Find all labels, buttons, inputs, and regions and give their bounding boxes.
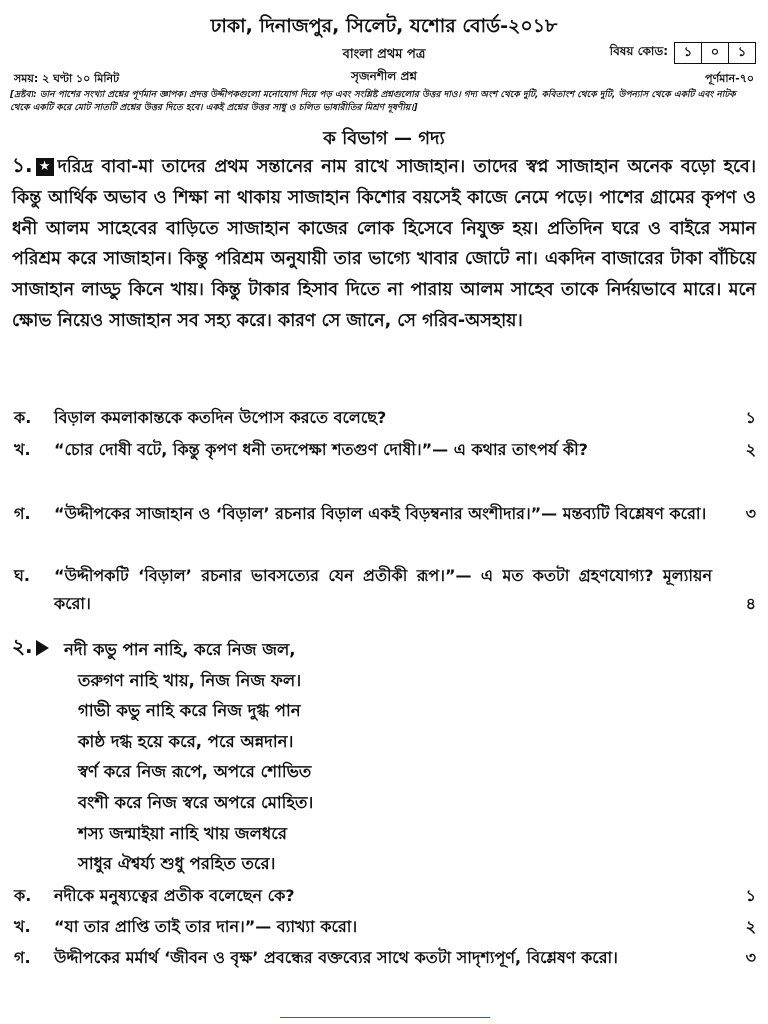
subject-code-boxes [674,42,756,64]
section-title: ক বিভাগ — গদ্য [323,128,445,149]
question-type: সৃজনশীল প্রশ্ন [351,69,417,83]
subquestion-mark: ২ [745,917,756,936]
question-2-poem [64,635,638,880]
instruction-note: [দ্রষ্টব্য: ডান পাশের সংখ্যা প্রশ্নের পূর্ণমান জ্ঞাপক। প্রদত্ত উদ্দীপকগুলো মনোযোগ দিয়ে পড় এবং সংশ্লিষ্ট প্রশ্নগুলোর উত্তর দাও। গদ্য অংশ থেকে দুটি, কবিতাংশ থেকে দুটি, উপন্যাস থেকে একটি এবং নাটক থেকে একটি করে মোট সাতটি প্রশ্নের উত্তর দিতে হবে। একই প্রশ্নের উত্তর সাধু ও চলিত ভাষারীতির মিশ্রণ দূষণীয়।] [10,90,736,113]
subject-code [610,42,756,64]
subject-code-digit: ১ [737,45,747,60]
subject-code-digit: ১ [675,43,702,63]
poem-line: শস্য জন্মাইয়া নাহি খায় জলধরে [78,823,287,843]
subject-code-label: বিষয় কোড: [609,44,668,58]
subquestion-mark: ৩ [745,504,756,523]
subquestion-text: “উদ্দীপকের সাজাহান ও ‘বিড়াল’ রচনার বিড়াল একই বিড়ম্বনার অংশীদার।”— মন্তব্যটি বিশ্লেষণ করো। [54,504,707,523]
subquestion-text: “চোর দোষী বটে, কিন্তু কৃপণ ধনী তদপেক্ষা শতগুণ দোষী।”— এ কথার তাৎপর্য কী? [54,440,588,459]
subquestion-text: নদীকে মনুষ্যত্বের প্রতীক বলেছেন কে? [54,886,295,905]
exam-time: সময়: ২ ঘণ্টা ১০ মিনিট [14,72,120,85]
subquestion-label: গ. [14,948,31,967]
subquestion-text: “যা তার প্রাপ্তি তাই তার দান।”— ব্যাখ্যা করো। [54,917,358,936]
question-1-c [14,500,756,528]
subquestion-mark: ১ [745,886,756,905]
question-2-c [14,944,756,972]
subquestion-text: বিড়াল কমলাকান্তকে কতদিন উপোস করতে বলেছে? [54,408,387,427]
poem-line: তরুগণ নাহি খায়, নিজ নিজ ফল। [78,670,302,690]
question-1-a [14,404,756,432]
subject-code-digit: ০ [702,43,729,63]
question-number: ২. [12,634,33,658]
poem-line: নদী কভু পান নাহি, করে নিজ জল, [64,640,296,659]
question-2-b [14,913,756,941]
question-2-number [12,632,53,665]
poem-line: গাভী কভু নাহি করে নিজ দুগ্ধ পান [78,701,301,721]
poem-line: বংশী করে নিজ স্বরে অপরে মোহিত। [78,792,314,812]
question-1-b [14,436,756,464]
subquestion-mark: ২ [745,440,756,459]
poem-line: স্বর্ণ করে নিজ রূপে, অপরে শোভিত [78,762,312,782]
question-1-d [14,562,756,618]
triangle-arrow-icon [36,640,49,656]
question-2-a [14,882,756,910]
subquestion-label: ঘ. [14,566,30,585]
poem-line: সাধুর ঐশ্বর্য্য শুধু পরহিত তরে। [78,854,276,874]
question-1-stimulus [12,150,756,337]
subquestion-mark: ৩ [745,948,756,967]
stimulus-text: দরিদ্র বাবা-মা তাদের প্রথম সন্তানের নাম রাখে সাজাহান। তাদের স্বপ্ন সাজাহান অনেক বড়ো হবে। কিন্তু আর্থিক অভাব ও শিক্ষা না থাকায় সাজাহান কিশোর বয়সেই কাজে নেমে পড়ে। পাশের গ্রামের কৃপণ ও ধনী আলম সাহেবের বাড়িতে সাজাহান কাজের লোক হিসেবে নিযুক্ত হয়। প্রতিদিন ঘরে ও বাইরে সমান পরিশ্রম করে সাজাহান। কিন্তু পরিশ্রম অনুযায়ী তার ভাগ্যে খাবার জোটে না। একদিন বাজারের টাকা বাঁচিয়ে সাজাহান লাড্ডু কিনে খায়। কিন্তু টাকার হিসাব দিতে না পারায় আলম সাহেব তাকে নির্দয়ভাবে মারে। মনে ক্ষোভ নিয়েও সাজাহান সব সহ্য করে। কারণ সে জানে, সে গরিব-অসহায়। [12,157,756,331]
star-icon: ★ [36,158,54,176]
subquestion-label: ক. [14,886,32,905]
bottom-rule [280,1017,490,1018]
subquestion-label: খ. [14,440,31,459]
question-number: ১. [12,153,33,177]
subquestion-text: উদ্দীপকের মর্মার্থ ‘জীবন ও বৃক্ষ’ প্রবন্ধের বক্তব্যের সাথে কতটা সাদৃশ্যপূর্ণ, বিশ্লেষণ করো। [54,948,618,967]
paper-name: বাংলা প্রথম পত্র [342,47,426,62]
subquestion-label: ক. [14,408,32,427]
subquestion-label: গ. [14,504,31,523]
subquestion-label: খ. [14,917,31,936]
poem-line: কাষ্ঠ দগ্ধ হয়ে করে, পরে অন্নদান। [78,731,294,751]
subquestion-mark: ১ [745,408,756,427]
subquestion-text: “উদ্দীপকটি ‘বিড়াল’ রচনার ভাবসত্যের যেন প্রতীকী রূপ।”— এ মত কতটা গ্রহণযোগ্য? মূল্যায়ন করো। [54,566,712,613]
board-title: ঢাকা, দিনাজপুর, সিলেট, যশোর বোর্ড-২০১৮ [210,15,558,37]
full-marks: পূর্ণমান-৭০ [705,72,754,85]
subquestion-mark: ৪ [745,594,756,613]
